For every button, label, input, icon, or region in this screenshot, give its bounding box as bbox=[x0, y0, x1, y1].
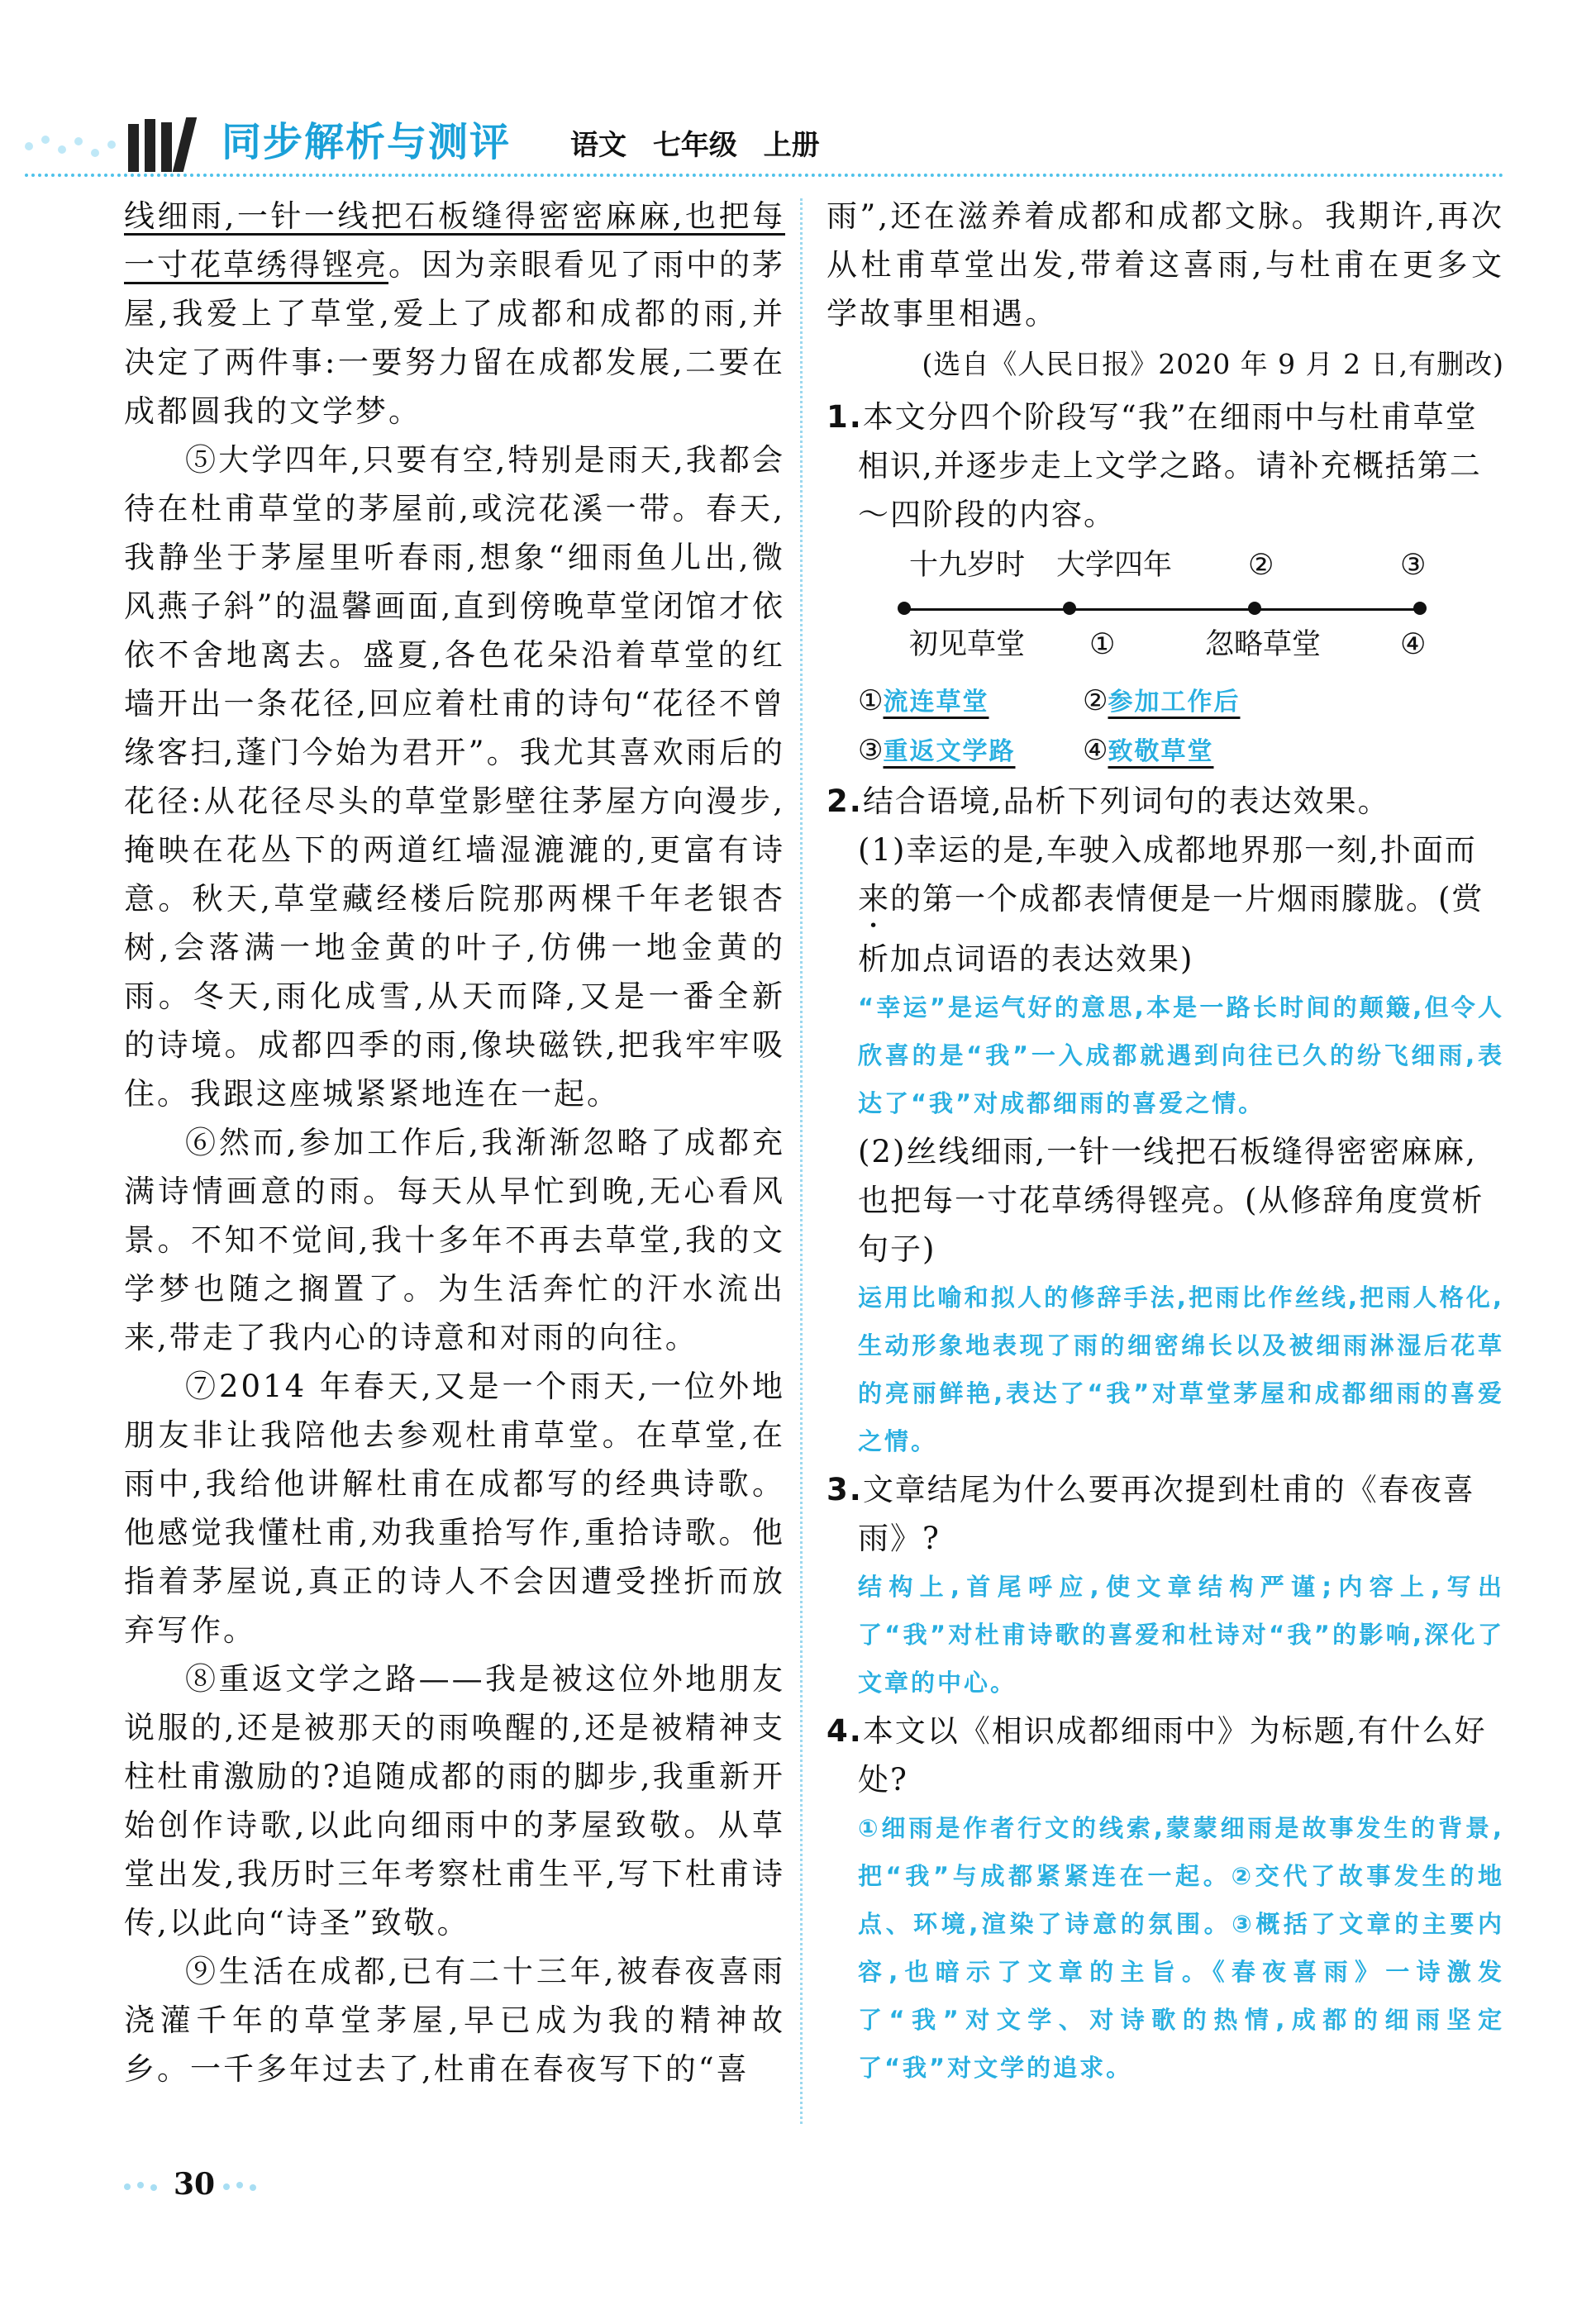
timeline-label: 初见草堂 bbox=[909, 628, 1026, 661]
source-citation: (选自《人民日报》2020 年 9 月 2 日,有删改) bbox=[922, 348, 1504, 380]
sub-question-1 bbox=[858, 826, 1504, 983]
column-divider bbox=[800, 198, 803, 2124]
sub-question-text: (1)幸运的是,车驶入成都地界那一刻,扑面而 bbox=[858, 832, 1477, 868]
answer-text: 参加工作后 bbox=[1108, 688, 1241, 717]
timeline-node bbox=[1063, 602, 1076, 615]
answer-text: 重返文学路 bbox=[883, 737, 1016, 766]
question-text: 结合语境,品析下列词句的表达效果。 bbox=[862, 783, 1390, 819]
header-divider bbox=[25, 174, 1504, 177]
books-logo-icon bbox=[128, 116, 211, 172]
question-text: 本文分四个阶段写“我”在细雨中与杜甫草堂相识,并逐步走上文学之路。请补充概括第二～四阶段的内容。 bbox=[858, 399, 1482, 532]
page-header bbox=[25, 116, 1504, 182]
answer-row bbox=[827, 678, 1504, 726]
paragraph-8: ⑧重返文学之路——我是被这位外地朋友说服的,还是被那天的雨唤醒的,还是被精神支柱杜甫激励的?追随成都的雨的脚步,我重新开始创作诗歌,以此向细雨中的茅屋致敬。从草堂出发,我历时三年考察杜甫生平,写下杜甫诗传,以此向“诗圣”致敬。 bbox=[124, 1661, 785, 1940]
timeline-label: ② bbox=[1248, 549, 1274, 582]
footer-decoration bbox=[124, 2182, 165, 2192]
series-title: 同步解析与测评 bbox=[222, 119, 512, 165]
timeline-label: 忽略草堂 bbox=[1205, 628, 1322, 661]
paragraph-6: ⑥然而,参加工作后,我渐渐忽略了成都充满诗情画意的雨。每天从早忙到晚,无心看风景。不知不觉间,我十多年不再去草堂,我的文学梦也随之搁置了。为生活奔忙的汗水流出来,带走了我内心的诗意和对雨的向往。 bbox=[124, 1125, 785, 1355]
timeline-node bbox=[1248, 602, 1261, 615]
question-number: 1. bbox=[827, 399, 863, 435]
answer-text: 结构上,首尾呼应,使文章结构严谨;内容上,写出了“我”对杜甫诗歌的喜爱和杜诗对“我”的影响,深化了文章的中心。 bbox=[858, 1573, 1504, 1697]
stage-timeline bbox=[827, 545, 1504, 669]
book-subject: 语文 七年级 上册 bbox=[570, 129, 820, 162]
answer-mark: ④ bbox=[1083, 734, 1108, 767]
footer-decoration bbox=[223, 2182, 264, 2192]
sub-question-text: 的第一个成都表情便是一片烟雨朦胧。(赏析加点词语的表达效果) bbox=[858, 881, 1484, 977]
answer-3 bbox=[858, 727, 1015, 775]
timeline-label: 大学四年 bbox=[1056, 549, 1173, 582]
answer-row bbox=[827, 727, 1504, 775]
question-2 bbox=[827, 777, 1504, 826]
sub-question-2: (2)丝线细雨,一针一线把石板缝得密密麻麻,也把每一寸花草绣得铿亮。(从修辞角度赏析句子) bbox=[858, 1134, 1484, 1267]
timeline-label: 十九岁时 bbox=[909, 549, 1026, 582]
answer-mark: ② bbox=[1083, 684, 1108, 717]
timeline-axis bbox=[901, 608, 1420, 611]
answer-text: ①细雨是作者行文的线索,蒙蒙细雨是故事发生的背景,把“我”与成都紧紧连在一起。②交代了故事发生的地点、环境,渲染了诗意的氛围。③概括了文章的主要内容,也暗示了文章的主旨。《春夜喜雨》一诗激发了“我”对文学、对诗歌的热情,成都的细雨坚定了“我”对文学的追求。 bbox=[858, 1814, 1504, 2082]
paragraph-9-end: 雨”,还在滋养着成都和成都文脉。我期许,再次从杜甫草堂出发,带着这喜雨,与杜甫在更多文学故事里相遇。 bbox=[827, 198, 1504, 331]
paragraph-9: ⑨生活在成都,已有二十三年,被春夜喜雨浇灌千年的草堂茅屋,早已成为我的精神故乡。一千多年过去了,杜甫在春夜写下的“喜 bbox=[124, 1954, 785, 2087]
timeline-node bbox=[1413, 602, 1427, 615]
question-number: 4. bbox=[827, 1713, 863, 1749]
question-text: 文章结尾为什么要再次提到杜甫的《春夜喜雨》? bbox=[858, 1472, 1475, 1556]
page-number: 30 bbox=[174, 2167, 216, 2202]
answer-text: 致敬草堂 bbox=[1108, 737, 1214, 766]
answer-text: 流连草堂 bbox=[883, 688, 989, 717]
answer-2 bbox=[1083, 678, 1240, 726]
article-column bbox=[124, 192, 785, 2093]
question-3 bbox=[827, 1465, 1504, 1563]
timeline-label: ④ bbox=[1400, 628, 1427, 661]
timeline-label: ③ bbox=[1400, 549, 1427, 582]
questions-column bbox=[827, 192, 1504, 2092]
question-number: 2. bbox=[827, 783, 863, 819]
answer-text: 运用比喻和拟人的修辞手法,把雨比作丝线,把雨人格化,生动形象地表现了雨的细密绵长以及被细雨淋湿后花草的亮丽鲜艳,表达了“我”对草堂茅屋和成都细雨的喜爱之情。 bbox=[858, 1283, 1504, 1455]
paragraph-7: ⑦2014 年春天,又是一个雨天,一位外地朋友非让我陪他去参观杜甫草堂。在草堂,在雨中,我给他讲解杜甫在成都写的经典诗歌。他感觉我懂杜甫,劝我重拾写作,重拾诗歌。他指着茅屋说,真正的诗人不会因遭受挫折而放弃写作。 bbox=[124, 1369, 785, 1648]
underlined-sentence: 线细雨,一针一线把石板缝得密密麻麻,也把每一寸花草绣得铿亮 bbox=[124, 198, 785, 283]
paragraph-text: 。因为亲眼看见了雨中的茅屋,我爱上了草堂,爱上了成都和成都的雨,并决定了两件事:一要努力留在成都发展,二要在成都圆我的文学梦。 bbox=[124, 247, 785, 429]
paragraph-4-end bbox=[124, 192, 785, 436]
timeline-label: ① bbox=[1089, 628, 1116, 661]
question-text: 本文以《相识成都细雨中》为标题,有什么好处? bbox=[858, 1713, 1487, 1798]
timeline-node bbox=[898, 602, 911, 615]
dotted-word: 来 bbox=[858, 881, 890, 917]
question-1 bbox=[827, 393, 1504, 539]
question-4 bbox=[827, 1707, 1504, 1804]
answer-4 bbox=[1083, 727, 1213, 775]
paragraph-5: ⑤大学四年,只要有空,特别是雨天,我都会待在杜甫草堂的茅屋前,或浣花溪一带。春天,我静坐于茅屋里听春雨,想象“细雨鱼儿出,微风燕子斜”的温馨画面,直到傍晚草堂闭馆才依依不舍地离去。盛夏,各色花朵沿着草堂的红墙开出一条花径,回应着杜甫的诗句“花径不曾缘客扫,蓬门今始为君开”。我尤其喜欢雨后的花径:从花径尽头的草堂影壁往茅屋方向漫步,掩映在花丛下的两道红墙湿漉漉的,更富有诗意。秋天,草堂藏经楼后院那两棵千年老银杏树,会落满一地金黄的叶子,仿佛一地金黄的雨。冬天,雨化成雪,从天而降,又是一番全新的诗境。成都四季的雨,像块磁铁,把我牢牢吸住。我跟这座城紧紧地连在一起。 bbox=[124, 442, 785, 1112]
answer-mark: ① bbox=[858, 684, 884, 717]
answer-mark: ③ bbox=[858, 734, 884, 767]
question-number: 3. bbox=[827, 1472, 863, 1507]
answer-1 bbox=[858, 678, 989, 726]
answer-text: “幸运”是运气好的意思,本是一路长时间的颠簸,但令人欣喜的是“我”一入成都就遇到向往已久的纷飞细雨,表达了“我”对成都细雨的喜爱之情。 bbox=[858, 993, 1504, 1117]
header-decoration bbox=[25, 132, 124, 165]
